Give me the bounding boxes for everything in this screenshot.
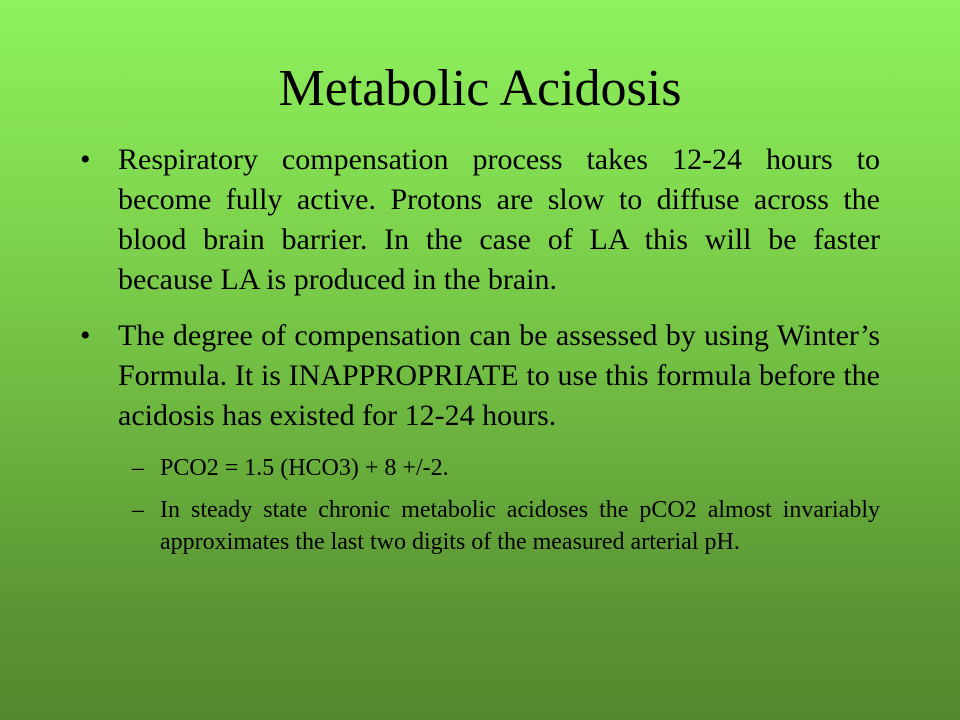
slide-title: Metabolic Acidosis bbox=[278, 60, 682, 117]
sub-bullet-text: In steady state chronic metabolic acidoses the pCO2 almost invariably approximates the last two digits of the measured arterial pH. bbox=[160, 497, 880, 555]
sub-bullet-item bbox=[132, 494, 880, 558]
sub-bullet-item bbox=[132, 452, 880, 484]
bullet-item bbox=[80, 316, 880, 436]
sub-bullet-text: PCO2 = 1.5 (HCO3) + 8 +/-2. bbox=[160, 455, 449, 481]
bullet-text: Respiratory compensation process takes 12-24 hours to become fully active. Protons are slow to diffuse across the blood brain barrier. In the case of LA this will be faster because LA is produced in the brain. bbox=[118, 143, 880, 296]
sub-bullet-marker: – bbox=[132, 455, 144, 481]
bullet-marker: • bbox=[80, 143, 91, 176]
sub-bullet-marker: – bbox=[132, 497, 144, 523]
slide-body bbox=[80, 140, 880, 568]
bullet-marker: • bbox=[80, 319, 91, 352]
bullet-item bbox=[80, 140, 880, 300]
bullet-text: The degree of compensation can be assessed by using Winter’s Formula. It is INAPPROPRIATE to use this formula before the acidosis has existed for 12-24 hours. bbox=[118, 319, 880, 432]
